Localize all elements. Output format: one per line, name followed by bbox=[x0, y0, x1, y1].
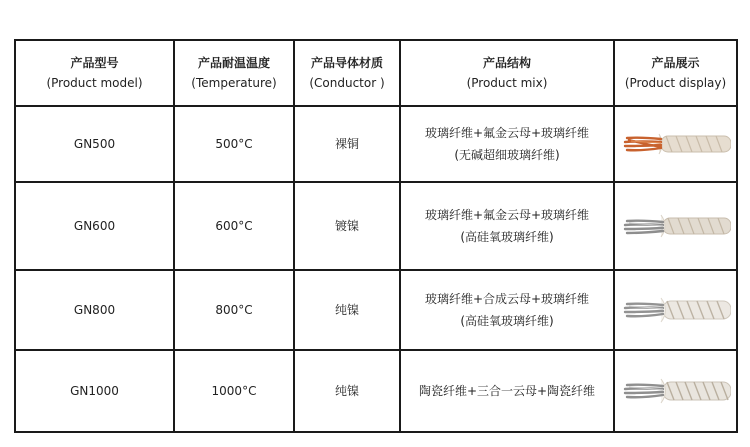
header-product-model: 产品型号 (Product model) bbox=[15, 40, 174, 106]
cell-model: GN600 bbox=[15, 182, 174, 270]
header-conductor: 产品导体材质 (Conductor ) bbox=[294, 40, 400, 106]
nickel-wire-image bbox=[621, 206, 731, 246]
table-row bbox=[15, 350, 737, 432]
cell-temperature: 800°C bbox=[174, 270, 294, 350]
table-row bbox=[15, 106, 737, 182]
cell-product-display bbox=[614, 350, 737, 432]
cell-model: GN1000 bbox=[15, 350, 174, 432]
cell-temperature: 1000°C bbox=[174, 350, 294, 432]
cell-product-mix: 玻璃纤维+氟金云母+玻璃纤维 (无碱超细玻璃纤维) bbox=[400, 106, 614, 182]
cell-model: GN800 bbox=[15, 270, 174, 350]
table-header-row bbox=[15, 40, 737, 106]
cell-product-mix: 陶瓷纤维+三合一云母+陶瓷纤维 bbox=[400, 350, 614, 432]
cell-product-display bbox=[614, 270, 737, 350]
cell-conductor: 镀镍 bbox=[294, 182, 400, 270]
table-row bbox=[15, 270, 737, 350]
cell-product-mix: 玻璃纤维+氟金云母+玻璃纤维 (高硅氧玻璃纤维) bbox=[400, 182, 614, 270]
cell-conductor: 裸铜 bbox=[294, 106, 400, 182]
copper-wire-image bbox=[621, 124, 731, 164]
cell-product-display bbox=[614, 106, 737, 182]
cell-product-display bbox=[614, 182, 737, 270]
header-temperature: 产品耐温温度 (Temperature) bbox=[174, 40, 294, 106]
header-product-display: 产品展示 (Product display) bbox=[614, 40, 737, 106]
table-row bbox=[15, 182, 737, 270]
cell-product-mix: 玻璃纤维+合成云母+玻璃纤维 (高硅氧玻璃纤维) bbox=[400, 270, 614, 350]
nickel-wire-image bbox=[621, 290, 731, 330]
cell-conductor: 纯镍 bbox=[294, 270, 400, 350]
product-spec-table bbox=[14, 39, 738, 433]
cell-temperature: 600°C bbox=[174, 182, 294, 270]
cell-model: GN500 bbox=[15, 106, 174, 182]
cell-temperature: 500°C bbox=[174, 106, 294, 182]
header-product-mix: 产品结构 (Product mix) bbox=[400, 40, 614, 106]
cell-conductor: 纯镍 bbox=[294, 350, 400, 432]
nickel-wire-image bbox=[621, 371, 731, 411]
